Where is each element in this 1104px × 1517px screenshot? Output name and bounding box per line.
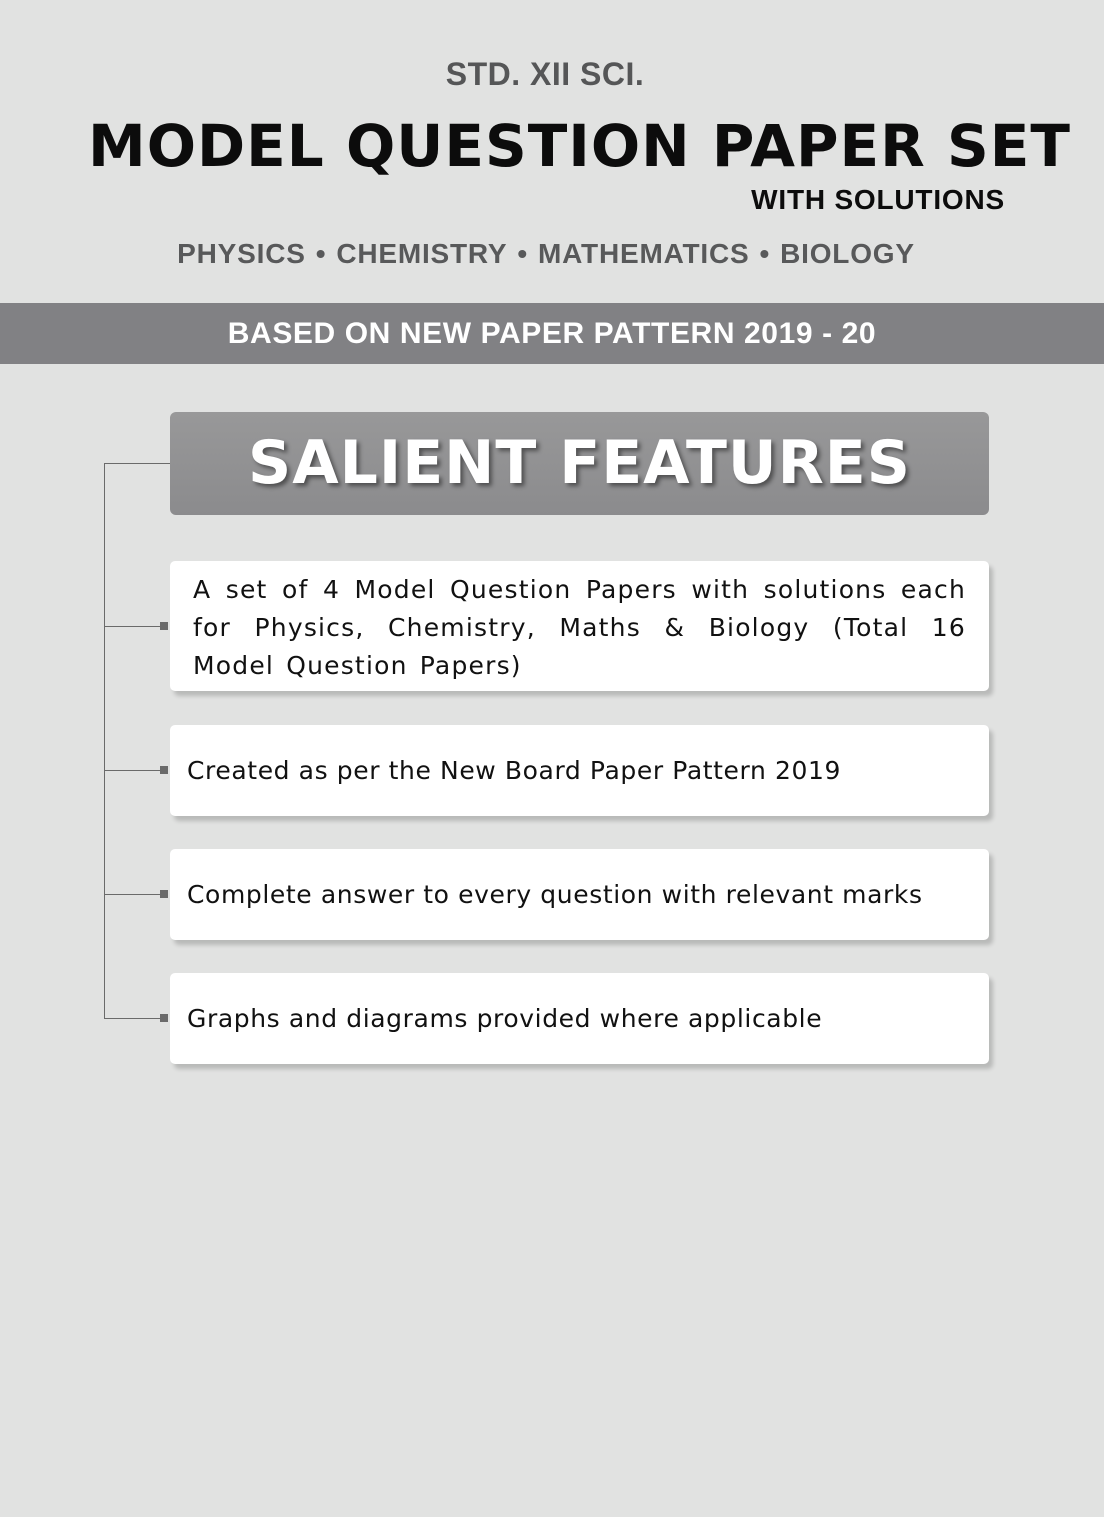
connector-line-3 [104, 894, 162, 895]
feature-card: Created as per the New Board Paper Pattern 2019 [170, 725, 989, 816]
connector-line-4 [104, 1018, 162, 1019]
bullet-square-icon [160, 766, 168, 774]
subject-biology: BIOLOGY [780, 238, 915, 269]
subjects-line [0, 238, 1092, 270]
bullet-square-icon [160, 622, 168, 630]
separator-dot: • [315, 238, 327, 269]
connector-vertical-line [104, 463, 105, 1019]
bullet-square-icon [160, 890, 168, 898]
connector-line-1 [104, 626, 162, 627]
bullet-square-icon [160, 1014, 168, 1022]
document-subtitle: WITH SOLUTIONS [751, 184, 1005, 215]
feature-card: A set of 4 Model Question Papers with solutions each for Physics, Chemistry, Maths & Biology (Total 16 Model Question Papers) [170, 561, 989, 691]
connector-heading-line [104, 463, 170, 464]
salient-features-heading: SALIENT FEATURES [170, 412, 989, 515]
separator-dot: • [759, 238, 771, 269]
document-title: MODEL QUESTION PAPER SET [88, 112, 1071, 180]
connector-line-2 [104, 770, 162, 771]
separator-dot: • [517, 238, 528, 269]
pattern-banner: BASED ON NEW PAPER PATTERN 2019 - 20 [0, 303, 1104, 364]
subject-physics: PHYSICS [177, 238, 306, 269]
feature-card: Complete answer to every question with relevant marks [170, 849, 989, 940]
feature-card: Graphs and diagrams provided where applicable [170, 973, 989, 1064]
standard-label: STD. XII SCI. [445, 56, 645, 92]
subject-chemistry: CHEMISTRY [336, 238, 508, 269]
subject-mathematics: MATHEMATICS [537, 238, 750, 269]
